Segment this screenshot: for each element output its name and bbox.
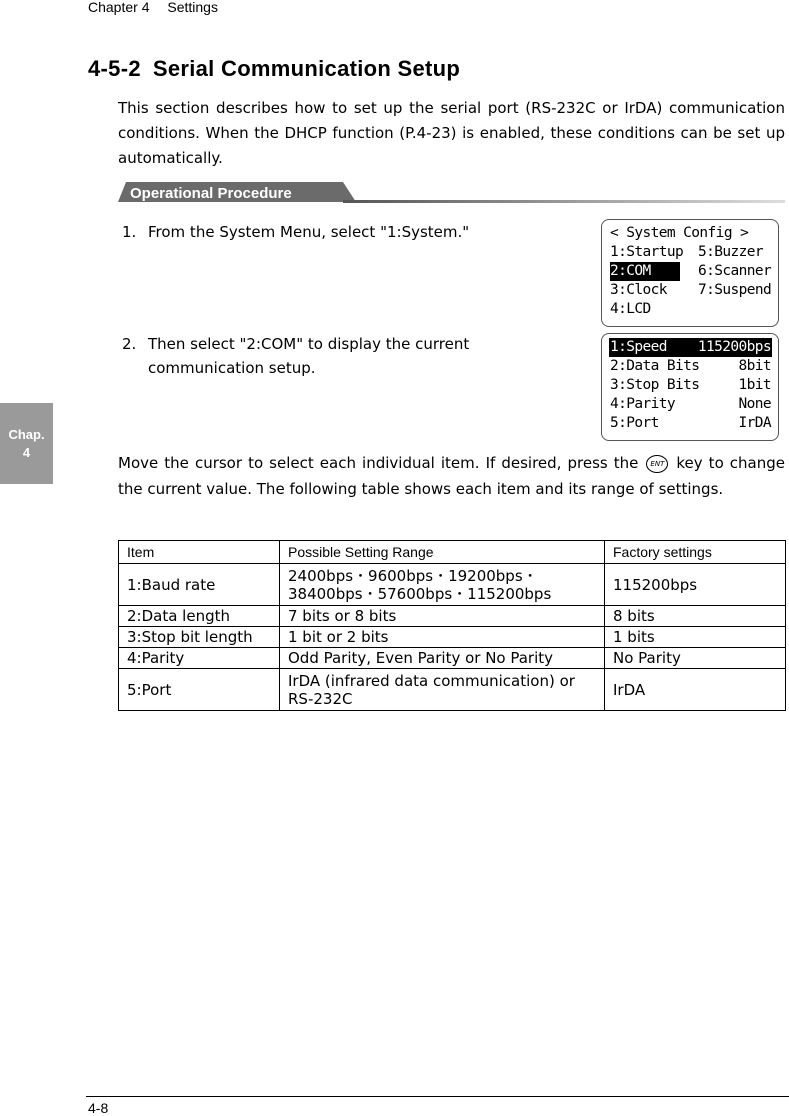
screen-item-parity: 4:Parity	[610, 396, 676, 412]
intro-paragraph: This section describes how to set up the serial port (RS-232C or IrDA) communication conditions. When the DHCP function (P.4-23) is enabled, these conditions can be set up automatically.	[118, 99, 785, 167]
screen-value-speed: 115200bps	[697, 339, 771, 355]
move-cursor-paragraph	[118, 450, 785, 502]
screen-value-data-bits: 8bit	[738, 358, 771, 374]
procedure-banner	[118, 180, 785, 208]
chapter-tab	[0, 403, 53, 484]
header-chapter: Chapter 4	[88, 0, 150, 15]
screen-item-startup: 1:Startup	[610, 244, 684, 260]
page-number: 4-8	[88, 1100, 109, 1116]
table-cell: 2:Data length	[119, 606, 280, 627]
table-cell: 115200bps	[605, 564, 786, 606]
section-number: 4-5-2	[88, 56, 141, 81]
screen-item-buzzer: 5:Buzzer	[698, 244, 764, 260]
screen-title: < System Config >	[610, 225, 749, 241]
step-1-text: From the System Menu, select "1:System."	[148, 223, 470, 241]
step-2-number: 2.	[122, 335, 137, 353]
screen-item-suspend: 7:Suspend	[698, 282, 772, 298]
table-row	[119, 564, 786, 606]
step-2	[122, 332, 584, 380]
header-factory: Factory settings	[605, 541, 786, 564]
ent-key-icon: ENT	[646, 455, 668, 473]
step-1	[122, 220, 592, 244]
screen-value-port: IrDA	[738, 415, 771, 431]
table-row	[119, 627, 786, 648]
com-setup-screen	[601, 333, 779, 441]
chapter-tab-label: Chap.	[8, 426, 45, 442]
screen-item-data-bits: 2:Data Bits	[610, 358, 700, 374]
table-cell: IrDA (infrared data communication) or RS-232C	[280, 669, 605, 711]
table-cell: 8 bits	[605, 606, 786, 627]
step-2-text-line1: Then select "2:COM" to display the current	[148, 335, 470, 353]
screen-value-stop-bits: 1bit	[738, 377, 771, 393]
table-cell: 2400bps・9600bps・19200bps・38400bps・57600bps・115200bps	[280, 564, 605, 606]
header-item: Item	[119, 541, 280, 564]
header-section: Settings	[167, 0, 218, 15]
section-heading	[88, 56, 460, 82]
screen-item-com-selected: 2:COM	[610, 262, 680, 281]
screen-item-scanner: 6:Scanner	[698, 263, 772, 279]
system-config-screen	[601, 219, 779, 327]
table-cell: 3:Stop bit length	[119, 627, 280, 648]
footer-divider	[86, 1096, 789, 1097]
move-text-after: key to change the current value. The following table shows each item and its range of settings.	[118, 454, 785, 498]
table-cell: No Parity	[605, 648, 786, 669]
table-cell: 1:Baud rate	[119, 564, 280, 606]
settings-table	[118, 540, 786, 711]
step-2-text-line2: communication setup.	[148, 359, 316, 377]
table-header-row	[119, 541, 786, 564]
procedure-label: Operational Procedure	[130, 185, 292, 202]
table-row	[119, 669, 786, 711]
screen-item-lcd: 4:LCD	[610, 301, 651, 317]
table-cell: 1 bits	[605, 627, 786, 648]
table-cell: 7 bits or 8 bits	[280, 606, 605, 627]
move-text-before: Move the cursor to select each individual item. If desired, press the	[118, 454, 639, 472]
table-row	[119, 648, 786, 669]
screen-item-clock: 3:Clock	[610, 282, 667, 298]
table-cell: 4:Parity	[119, 648, 280, 669]
table-row	[119, 606, 786, 627]
step-1-number: 1.	[122, 223, 137, 241]
chapter-tab-number: 4	[22, 444, 31, 460]
table-cell: Odd Parity, Even Parity or No Parity	[280, 648, 605, 669]
table-cell: 1 bit or 2 bits	[280, 627, 605, 648]
page-header	[88, 0, 232, 15]
header-range: Possible Setting Range	[280, 541, 605, 564]
screen-item-speed: 1:Speed	[610, 339, 667, 355]
table-cell: 5:Port	[119, 669, 280, 711]
screen-value-parity: None	[738, 396, 771, 412]
screen-item-stop-bits: 3:Stop Bits	[610, 377, 700, 393]
screen-item-port: 5:Port	[610, 415, 659, 431]
section-title: Serial Communication Setup	[152, 56, 461, 81]
table-cell: IrDA	[605, 669, 786, 711]
